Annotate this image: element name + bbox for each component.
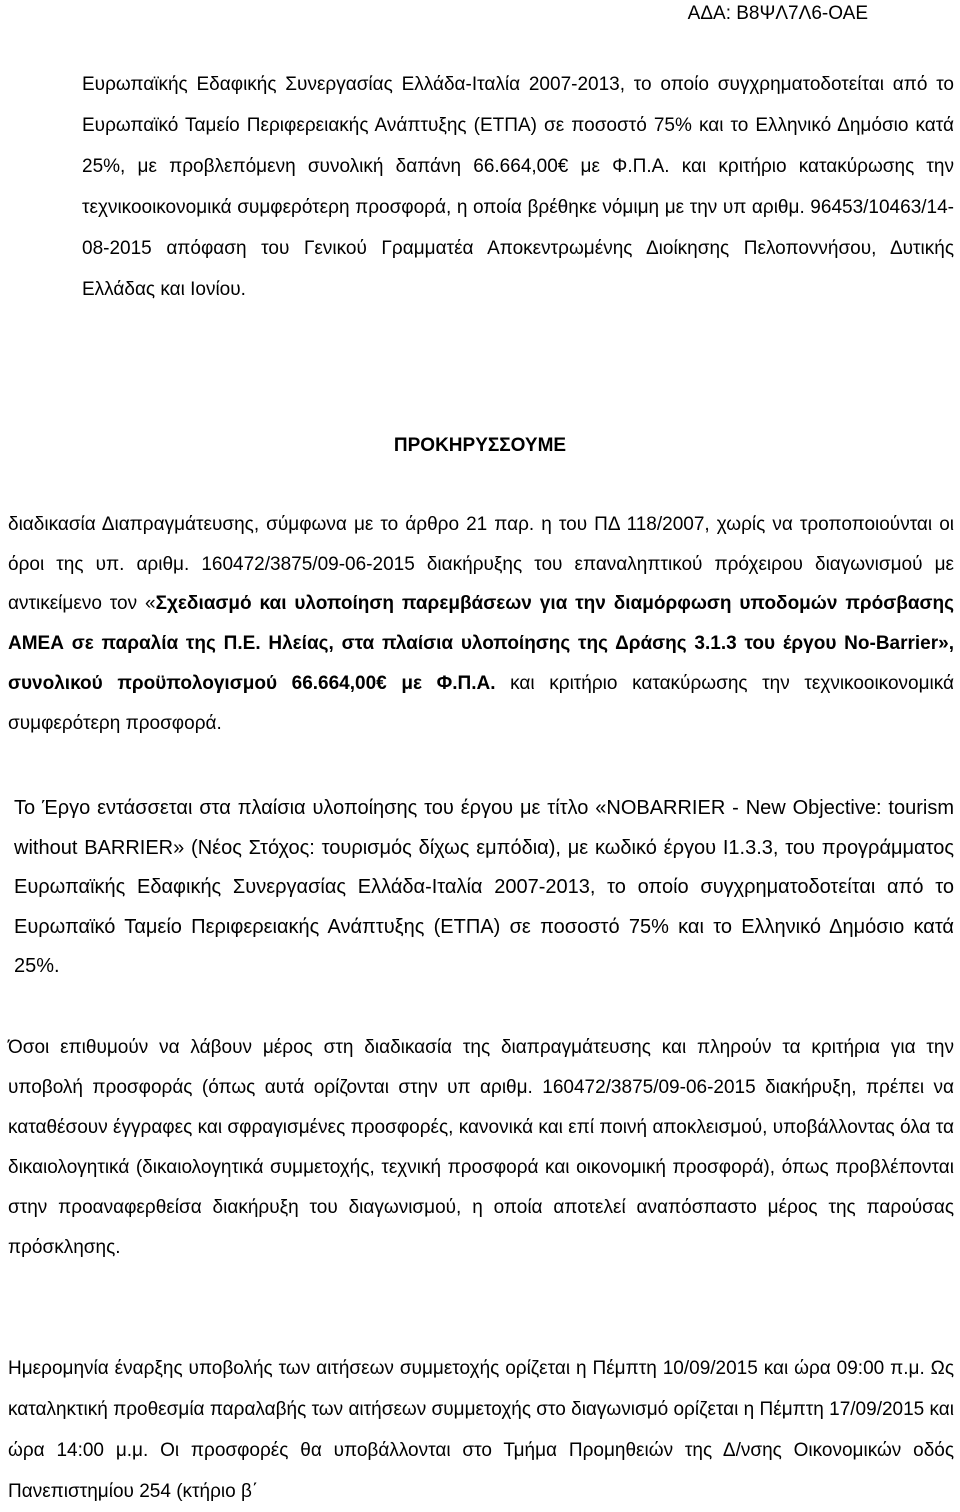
paragraph-submission-dates: Ημερομηνία έναρξης υποβολής των αιτήσεων συμμετοχής ορίζεται η Πέμπτη 10/09/2015 και ώρα 09:00 π.μ. Ως καταληκτική προθεσμία παραλαβής των αιτήσεων συμμετοχής στο διαγωνισμό ορίζεται η Πέμπτη 17/09/2015 και ώρα 14:00 μ.μ. Οι προσφορές θα υποβάλλονται στο Τμήμα Προμηθειών της Δ/νσης Οικονομικών οδός Πανεπιστημίου 254 (κτήριο β΄	[8, 1358, 954, 1502]
procedure-criterion-text: και κριτήριο κατακύρωσης την τεχνικοοικονομικά συμφερότερη προσφορά.	[8, 672, 954, 734]
paragraph-participation-requirements: Όσοι επιθυμούν να λάβουν μέρος στη διαδικασία της διαπραγμάτευσης και πληρούν τα κριτήρια για την υποβολή προσφοράς (όπως αυτά ορίζονται στην υπ αριθμ. 160472/3875/09-06-2015 διακήρυξη, πρέπει να καταθέσουν έγγραφες και σφραγισμένες προσφορές, κανονικά και επί ποινή αποκλεισμού, υποβάλλοντας όλα τα δικαιολογητικά (δικαιολογητικά συμμετοχής, τεχνική προσφορά και οικονομική προσφορά), όπως προβλέπονται στην προαναφερθείσα διακήρυξη του διαγωνισμού, η οποία αποτελεί αναπόσπαστο μέρος της παρούσας πρόσκλησης.	[8, 1037, 954, 1258]
announcement-title: ΠΡΟΚΗΡΥΣΣΟΥΜΕ	[393, 435, 567, 456]
ada-code: ΑΔΑ: Β8ΨΛ7Λ6-ΟΑΕ	[687, 3, 868, 24]
procedure-text: διαδικασία Διαπραγμάτευσης, σύμφωνα με το άρθρο 21 παρ. η του ΠΔ 118/2007, χωρίς να τροποποιούνται οι όροι της υπ. αριθμ. 160472/3875/09-06-2015 διακήρυξης του επαναληπτικού πρόχειρου διαγωνισμού με αντικείμενο τον «	[8, 514, 954, 615]
paragraph-negotiation-procedure	[8, 505, 954, 743]
project-subject-bold: Σχεδιασμό και υλοποίηση παρεμβάσεων για την διαμόρφωση υποδομών πρόσβασης ΑΜΕΑ σε παραλία της Π.Ε. Ηλείας, στα πλαίσια υλοποίησης της Δράσης 3.1.3 του έργου No-Barrier», συνολικού προϋπολογισμού 66.664,00€ με Φ.Π.Α.	[8, 593, 954, 694]
paragraph-funding-details: Ευρωπαϊκής Εδαφικής Συνεργασίας Ελλάδα-Ιταλία 2007-2013, το οποίο συγχρηματοδοτείται από το Ευρωπαϊκό Ταμείο Περιφερειακής Ανάπτυξης (ΕΤΠΑ) σε ποσοστό 75% και το Ελληνικό Δημόσιο κατά 25%, με προβλεπόμενη συνολική δαπάνη 66.664,00€ με Φ.Π.Α. και κριτήριο κατακύρωσης την τεχνικοοικονομικά συμφερότερη προσφορά, η οποία βρέθηκε νόμιμη με την υπ αριθμ. 96453/10463/14-08-2015 απόφαση του Γενικού Γραμματέα Αποκεντρωμένης Διοίκησης Πελοποννήσου, Δυτικής Ελλάδας και Ιονίου.	[82, 74, 954, 301]
paragraph-project-framework: Το Έργο εντάσσεται στα πλαίσια υλοποίησης του έργου με τίτλο «NOBARRIER - New Objective: tourism without BARRIER» (Νέος Στόχος: τουρισμός δίχως εμπόδια), με κωδικό έργου I1.3.3, του προγράμματος Ευρωπαϊκής Εδαφικής Συνεργασίας Ελλάδα-Ιταλία 2007-2013, το οποίο συγχρηματοδοτείται από το Ευρωπαϊκό Ταμείο Περιφερειακής Ανάπτυξης (ΕΤΠΑ) σε ποσοστό 75% και το Ελληνικό Δημόσιο κατά 25%.	[14, 797, 954, 977]
